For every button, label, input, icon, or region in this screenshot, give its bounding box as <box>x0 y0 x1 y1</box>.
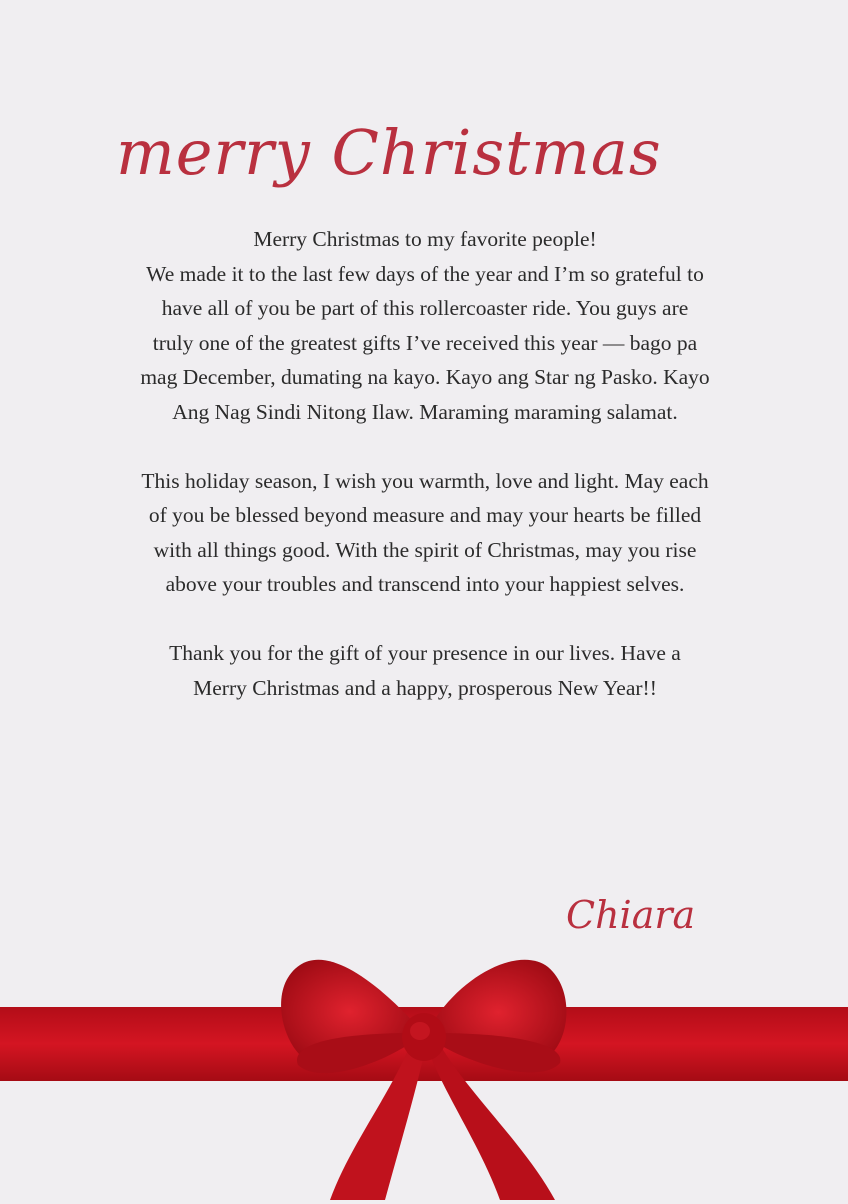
letter-heading <box>112 108 662 204</box>
signature-text: Chiara <box>566 893 696 937</box>
paragraph-greeting: Merry Christmas to my favorite people! We made it to the last few days of the year and I’m so grateful to have all of you be part of this rollercoaster ride. You guys are truly one of the greatest gifts I’ve received this year — bago pa mag December, dumating na kayo. Kayo ang Star ng Pasko. Kayo Ang Nag Sindi Nitong Ilaw. Maraming maraming salamat. <box>140 227 710 424</box>
paragraph-thanks: Thank you for the gift of your presence in our lives. Have a Merry Christmas and a happy, prosperous New Year!! <box>169 641 681 700</box>
signature <box>560 880 710 950</box>
heading-text: merry Christmas <box>116 116 662 189</box>
paragraph-wishes: This holiday season, I wish you warmth, love and light. May each of you be blessed beyond measure and may your hearts be filled with all things good. With the spirit of Christmas, may you rise above your troubles and transcend into your happiest selves. <box>141 468 709 596</box>
ribbon-bow-decoration <box>0 945 848 1200</box>
letter-body <box>140 222 710 705</box>
